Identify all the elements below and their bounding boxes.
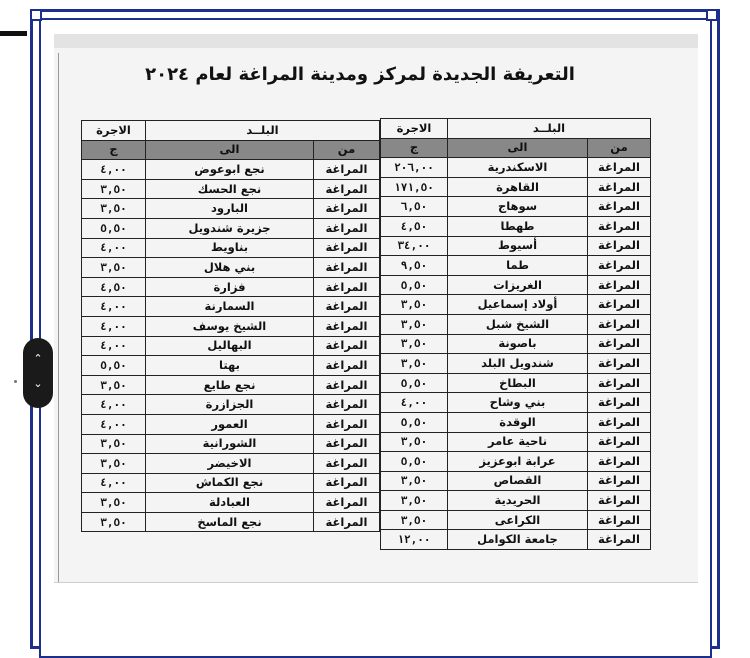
table-row xyxy=(381,236,651,256)
from-cell: المراغة xyxy=(314,199,380,219)
fare-cell: ٣,٥٠ xyxy=(82,512,146,532)
fare-cell: ٣,٥٠ xyxy=(381,471,448,491)
to-cell: الكراعى xyxy=(448,510,588,530)
from-cell: المراغة xyxy=(588,432,651,452)
from-cell: المراغة xyxy=(314,493,380,513)
to-cell: بهتا xyxy=(146,356,314,376)
scan-edge-line xyxy=(58,53,59,583)
from-cell: المراغة xyxy=(314,395,380,415)
fare-cell: ٤,٠٠ xyxy=(82,238,146,258)
to-cell: الشيخ يوسف xyxy=(146,316,314,336)
table-row xyxy=(381,373,651,393)
from-cell: المراغة xyxy=(314,473,380,493)
to-cell: السمارنة xyxy=(146,297,314,317)
table-row xyxy=(82,356,380,376)
table-row xyxy=(82,316,380,336)
table-row xyxy=(82,199,380,219)
from-cell: المراغة xyxy=(314,179,380,199)
fare-cell: ٤,٠٠ xyxy=(82,316,146,336)
from-cell: المراغة xyxy=(588,158,651,178)
from-cell: المراغة xyxy=(588,334,651,354)
from-cell: المراغة xyxy=(314,512,380,532)
column-header-to: الى xyxy=(146,140,314,160)
fare-cell: ٣٤,٠٠ xyxy=(381,236,448,256)
fare-cell: ٣,٥٠ xyxy=(381,295,448,315)
document-title: التعريفة الجديدة لمركز ومدينة المراغة لعام ٢٠٢٤ xyxy=(145,64,575,85)
to-cell: بناويط xyxy=(146,238,314,258)
to-cell: ناحية عامر xyxy=(448,432,588,452)
fare-cell: ٣,٥٠ xyxy=(82,258,146,278)
to-cell: نجع الماسخ xyxy=(146,512,314,532)
from-cell: المراغة xyxy=(314,258,380,278)
from-cell: المراغة xyxy=(314,414,380,434)
to-cell: الاسكندرية xyxy=(448,158,588,178)
fare-cell: ٤,٠٠ xyxy=(82,395,146,415)
table-row xyxy=(82,277,380,297)
table-row xyxy=(381,275,651,295)
to-cell: عرابة ابوعزيز xyxy=(448,452,588,472)
fare-cell: ٢٠٦,٠٠ xyxy=(381,158,448,178)
fare-cell: ٣,٥٠ xyxy=(82,493,146,513)
fare-cell: ٤,٠٠ xyxy=(82,336,146,356)
to-cell: نجع طايع xyxy=(146,375,314,395)
table-row xyxy=(82,297,380,317)
table-row xyxy=(82,414,380,434)
from-cell: المراغة xyxy=(314,277,380,297)
table-row xyxy=(82,160,380,180)
from-cell: المراغة xyxy=(314,218,380,238)
to-cell: نجع الحسك xyxy=(146,179,314,199)
table-row xyxy=(82,512,380,532)
table-row xyxy=(381,158,651,178)
fare-cell: ٤,٥٠ xyxy=(381,216,448,236)
column-header-fare: الاجرة xyxy=(82,121,146,141)
column-header-from: من xyxy=(314,140,380,160)
to-cell: طما xyxy=(448,256,588,276)
fare-cell: ٣,٥٠ xyxy=(381,432,448,452)
table-row xyxy=(82,493,380,513)
from-cell: المراغة xyxy=(588,373,651,393)
table-row xyxy=(381,295,651,315)
scan-speck xyxy=(14,380,17,383)
from-cell: المراغة xyxy=(314,160,380,180)
to-cell: الاخيضر xyxy=(146,454,314,474)
to-cell: القصاص xyxy=(448,471,588,491)
to-cell: بني وشاح xyxy=(448,393,588,413)
fare-table-right xyxy=(380,118,651,550)
fare-cell: ٥,٥٠ xyxy=(381,452,448,472)
to-cell: طهطا xyxy=(448,216,588,236)
fare-cell: ٣,٥٠ xyxy=(82,179,146,199)
table-row xyxy=(82,238,380,258)
from-cell: المراغة xyxy=(588,530,651,550)
from-cell: المراغة xyxy=(588,491,651,511)
fare-table-right-body xyxy=(381,158,651,550)
table-row xyxy=(82,218,380,238)
border-corner-right xyxy=(706,9,718,21)
column-header-country: البلــد xyxy=(146,121,380,141)
to-cell: سوهاج xyxy=(448,197,588,217)
table-row xyxy=(82,336,380,356)
from-cell: المراغة xyxy=(588,314,651,334)
fare-cell: ٣,٥٠ xyxy=(82,375,146,395)
table-row xyxy=(82,434,380,454)
table-row xyxy=(381,530,651,550)
scan-shadow xyxy=(54,34,698,48)
from-cell: المراغة xyxy=(588,216,651,236)
table-row xyxy=(381,197,651,217)
to-cell: الوقدة xyxy=(448,412,588,432)
to-cell: القاهرة xyxy=(448,177,588,197)
to-cell: البطاخ xyxy=(448,373,588,393)
fare-cell: ٦,٥٠ xyxy=(381,197,448,217)
column-header-currency: ج xyxy=(82,140,146,160)
table-row xyxy=(381,471,651,491)
to-cell: نجع الكماش xyxy=(146,473,314,493)
from-cell: المراغة xyxy=(314,356,380,376)
page-scroll-control[interactable] xyxy=(23,338,53,408)
to-cell: الجزازرة xyxy=(146,395,314,415)
chevron-down-icon[interactable]: ⌄ xyxy=(33,377,43,390)
fare-cell: ٤,٥٠ xyxy=(82,277,146,297)
fare-cell: ١٧١,٥٠ xyxy=(381,177,448,197)
to-cell: جامعة الكوامل xyxy=(448,530,588,550)
column-header-from: من xyxy=(588,138,651,158)
from-cell: المراغة xyxy=(314,238,380,258)
from-cell: المراغة xyxy=(588,452,651,472)
fare-cell: ٣,٥٠ xyxy=(381,334,448,354)
column-header-country: البلــد xyxy=(448,119,651,139)
to-cell: نجع ابوعوض xyxy=(146,160,314,180)
to-cell: باصونة xyxy=(448,334,588,354)
table-row xyxy=(381,314,651,334)
border-corner-left xyxy=(30,9,42,21)
fare-cell: ٥,٥٠ xyxy=(381,412,448,432)
from-cell: المراغة xyxy=(314,316,380,336)
fare-cell: ٣,٥٠ xyxy=(381,354,448,374)
table-row xyxy=(82,395,380,415)
fare-cell: ٣,٥٠ xyxy=(381,491,448,511)
from-cell: المراغة xyxy=(314,336,380,356)
scan-bottom-edge xyxy=(54,582,698,583)
to-cell: شندويل البلد xyxy=(448,354,588,374)
table-row xyxy=(82,473,380,493)
table-row xyxy=(381,452,651,472)
from-cell: المراغة xyxy=(588,354,651,374)
fare-cell: ٣,٥٠ xyxy=(82,199,146,219)
from-cell: المراغة xyxy=(314,297,380,317)
column-header-to: الى xyxy=(448,138,588,158)
table-row xyxy=(381,510,651,530)
to-cell: جزيرة شندويل xyxy=(146,218,314,238)
fare-cell: ٣,٥٠ xyxy=(82,454,146,474)
fare-cell: ٣,٥٠ xyxy=(381,510,448,530)
table-row xyxy=(381,491,651,511)
table-row xyxy=(381,354,651,374)
fare-cell: ٥,٥٠ xyxy=(82,356,146,376)
from-cell: المراغة xyxy=(588,177,651,197)
from-cell: المراغة xyxy=(588,295,651,315)
table-row xyxy=(381,256,651,276)
table-row xyxy=(381,412,651,432)
fare-cell: ٩,٥٠ xyxy=(381,256,448,276)
table-row xyxy=(381,216,651,236)
from-cell: المراغة xyxy=(314,454,380,474)
fare-cell: ٥,٥٠ xyxy=(381,373,448,393)
from-cell: المراغة xyxy=(588,236,651,256)
from-cell: المراغة xyxy=(314,375,380,395)
to-cell: بني هلال xyxy=(146,258,314,278)
from-cell: المراغة xyxy=(588,471,651,491)
fare-table-left xyxy=(81,120,380,532)
fare-cell: ٣,٥٠ xyxy=(82,434,146,454)
column-header-fare: الاجرة xyxy=(381,119,448,139)
table-row xyxy=(82,258,380,278)
to-cell: أولاد إسماعيل xyxy=(448,295,588,315)
to-cell: العبادلة xyxy=(146,493,314,513)
from-cell: المراغة xyxy=(588,256,651,276)
to-cell: أسيوط xyxy=(448,236,588,256)
table-row xyxy=(82,454,380,474)
fare-cell: ٥,٥٠ xyxy=(82,218,146,238)
table-row xyxy=(82,179,380,199)
chevron-up-icon[interactable]: ⌃ xyxy=(33,352,43,365)
fare-cell: ٤,٠٠ xyxy=(82,160,146,180)
table-row xyxy=(381,177,651,197)
table-row xyxy=(381,334,651,354)
to-cell: الشورانية xyxy=(146,434,314,454)
to-cell: الغريزات xyxy=(448,275,588,295)
from-cell: المراغة xyxy=(588,510,651,530)
from-cell: المراغة xyxy=(588,393,651,413)
from-cell: المراغة xyxy=(314,434,380,454)
fare-cell: ٤,٠٠ xyxy=(381,393,448,413)
to-cell: البارود xyxy=(146,199,314,219)
fare-cell: ٥,٥٠ xyxy=(381,275,448,295)
from-cell: المراغة xyxy=(588,275,651,295)
from-cell: المراغة xyxy=(588,412,651,432)
to-cell: فزارة xyxy=(146,277,314,297)
to-cell: الشيخ شبل xyxy=(448,314,588,334)
edge-marker xyxy=(0,31,27,36)
to-cell: العمور xyxy=(146,414,314,434)
fare-table-left-body xyxy=(82,160,380,532)
to-cell: البهاليل xyxy=(146,336,314,356)
fare-cell: ٤,٠٠ xyxy=(82,414,146,434)
table-row xyxy=(82,375,380,395)
table-row xyxy=(381,432,651,452)
column-header-currency: ج xyxy=(381,138,448,158)
to-cell: الحريدية xyxy=(448,491,588,511)
fare-cell: ٤,٠٠ xyxy=(82,297,146,317)
fare-cell: ٤,٠٠ xyxy=(82,473,146,493)
fare-cell: ١٢,٠٠ xyxy=(381,530,448,550)
from-cell: المراغة xyxy=(588,197,651,217)
table-row xyxy=(381,393,651,413)
fare-cell: ٣,٥٠ xyxy=(381,314,448,334)
